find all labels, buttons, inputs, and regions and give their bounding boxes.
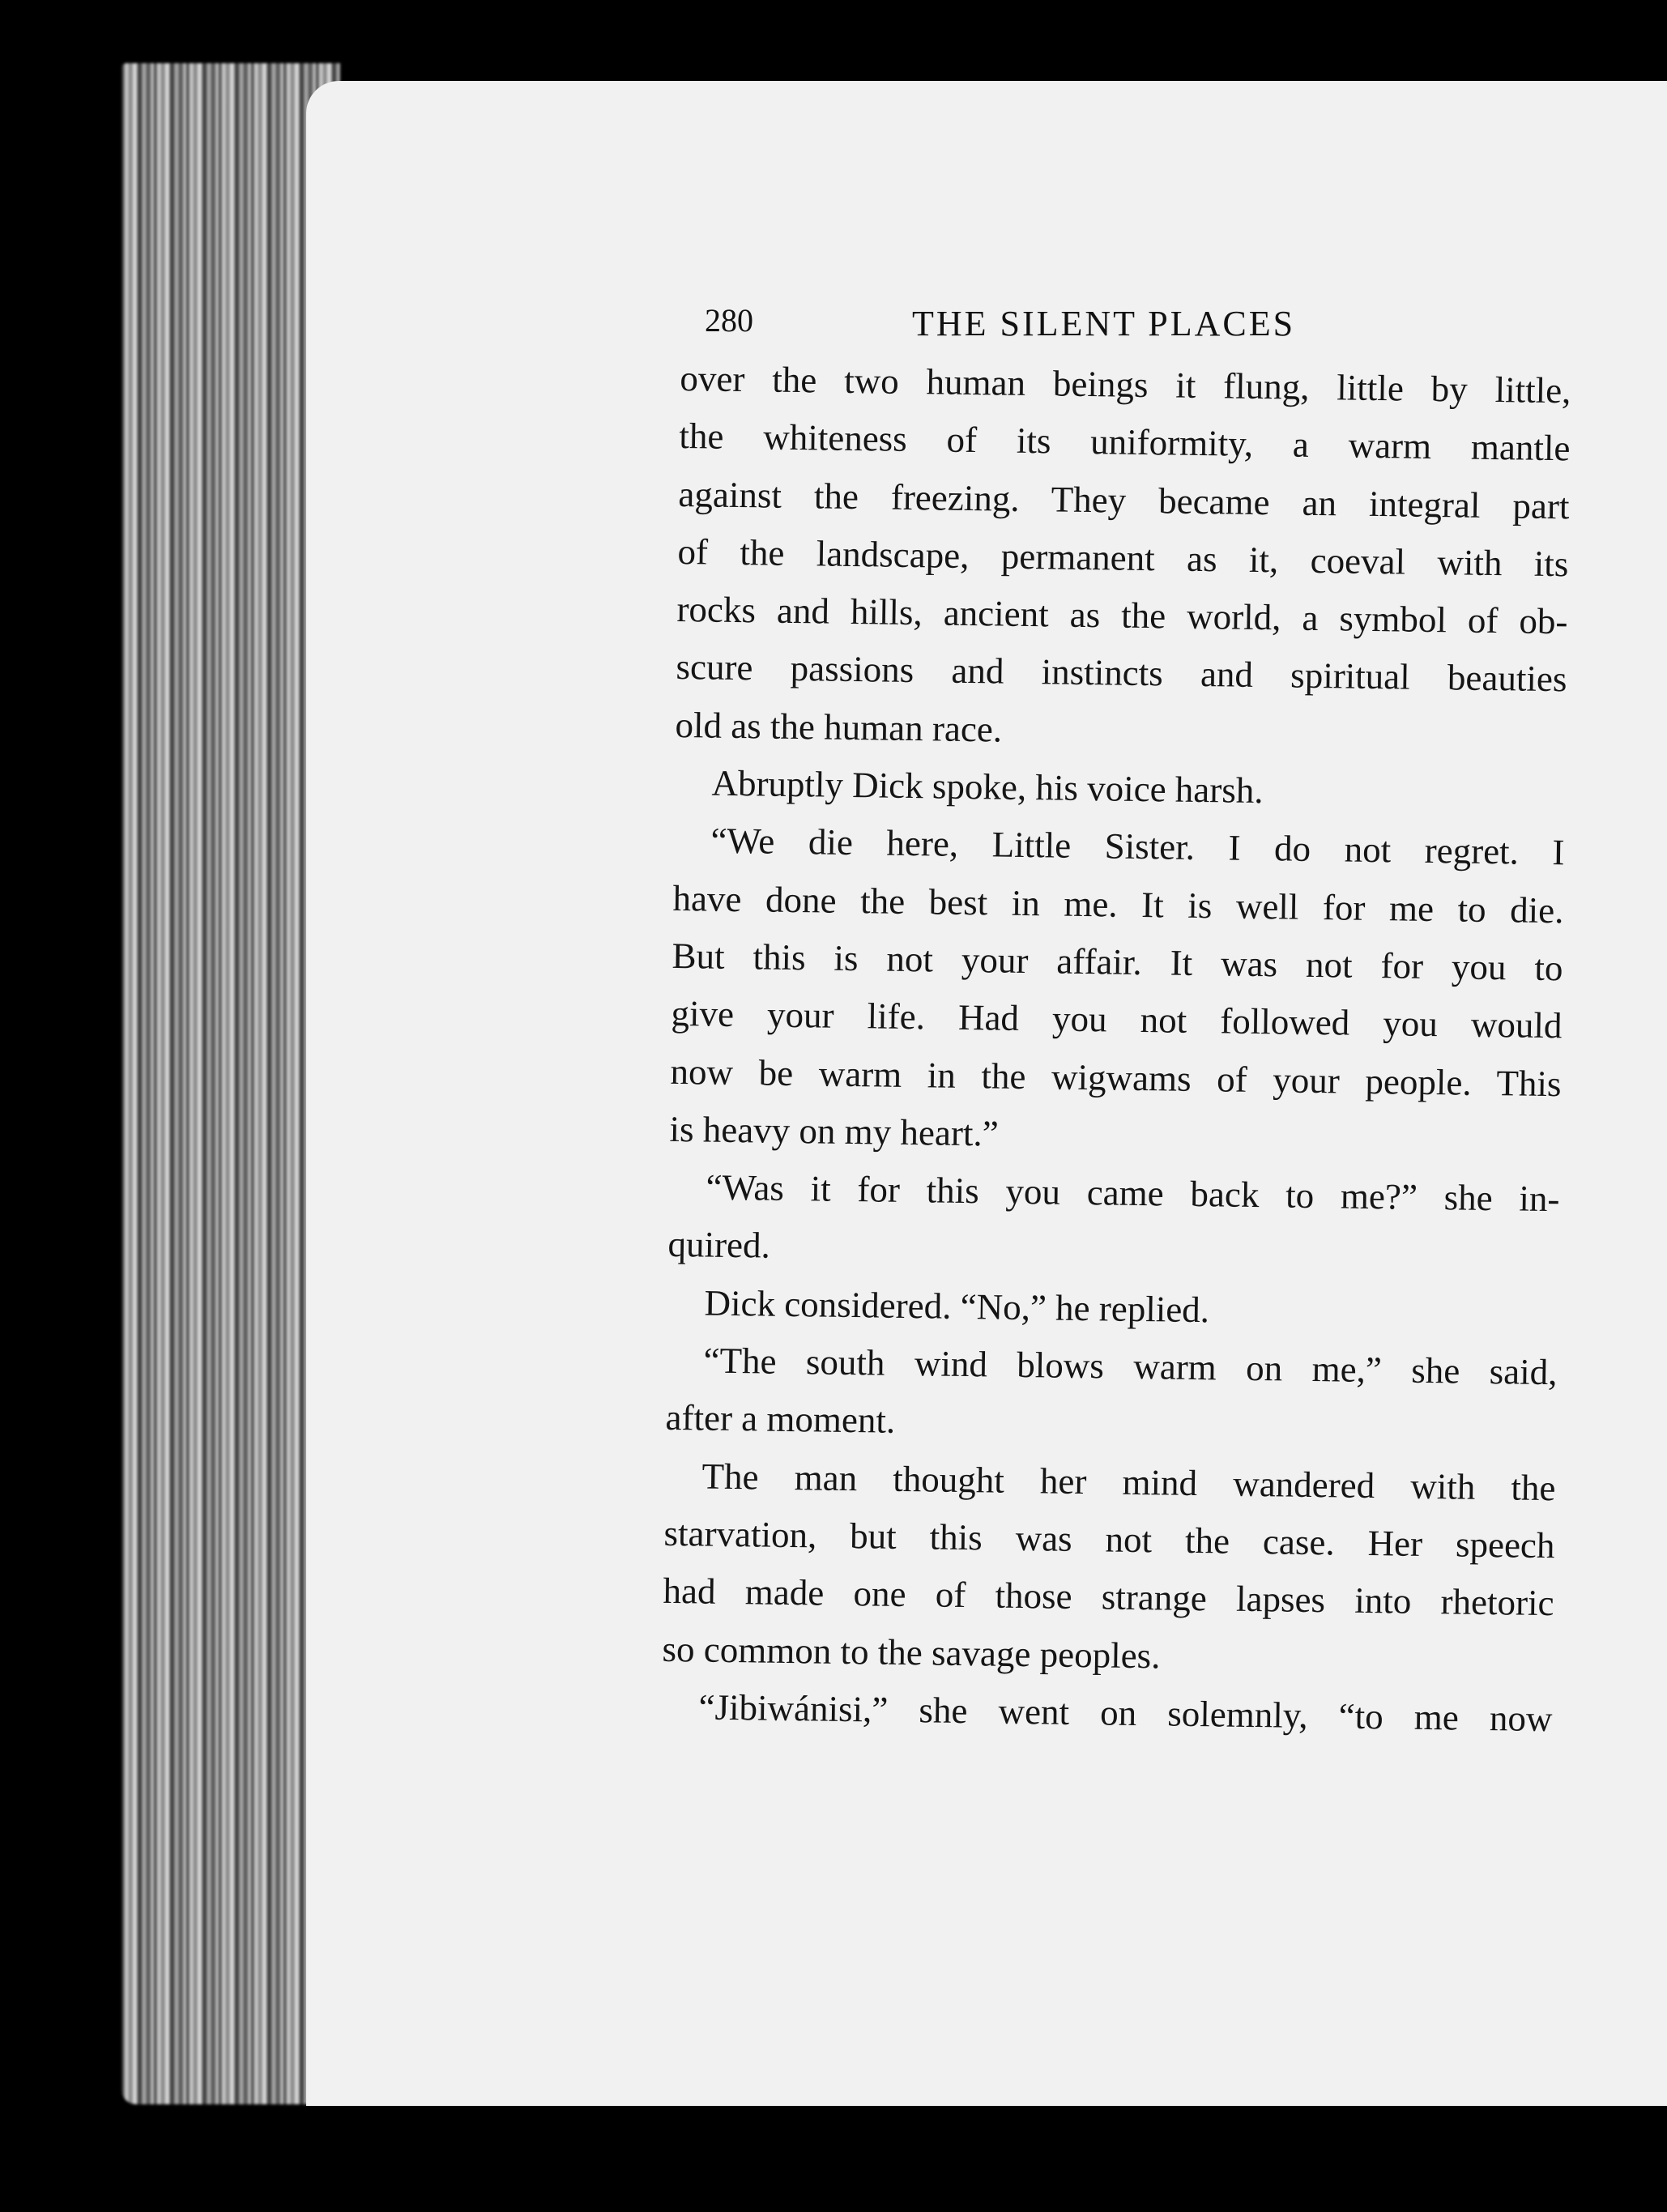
text-line: “We die here, Little Sister. I do not regret. I [710, 820, 1565, 873]
text-line: now be warm in the wigwams of your people. This [670, 1051, 1562, 1104]
text-line: so common to the savage peoples. [662, 1628, 1161, 1676]
text-line: quired. [667, 1224, 771, 1267]
text-line: “The south wind blows warm on me,” she said, [703, 1340, 1558, 1393]
text-line: starvation, but this was not the case. Her speech [663, 1512, 1555, 1566]
text-line: “Jibiwánisi,” she went on solemnly, “to me now [698, 1686, 1553, 1740]
text-line: of the landscape, permanent as it, coeval with its [677, 531, 1569, 585]
text-line: is heavy on my heart.” [669, 1108, 1000, 1154]
text-line: had made one of those strange lapses into rhetoric [663, 1571, 1554, 1624]
text-line: over the two human beings it flung, little by little, [680, 357, 1571, 411]
text-line: against the freezing. They became an integral part [678, 473, 1570, 526]
text-line: Dick considered. “No,” he replied. [704, 1282, 1210, 1330]
running-head: THE SILENT PLACES [912, 304, 1296, 343]
text-line: the whiteness of its uniformity, a warm mantle [679, 416, 1571, 469]
text-line: give your life. Had you not followed you would [671, 993, 1563, 1046]
text-line: have done the best in me. It is well for me to die. [672, 877, 1564, 931]
page-header [705, 301, 1580, 350]
text-line: Abruptly Dick spoke, his voice harsh. [711, 762, 1264, 812]
text-line: scure passions and instincts and spiritual beauties [676, 646, 1567, 700]
text-line: old as the human race. [675, 704, 1003, 750]
text-line: after a moment. [665, 1397, 896, 1442]
body-text [661, 350, 1571, 1748]
text-line: The man thought her mind wandered with the [701, 1455, 1556, 1508]
text-line: rocks and hills, ancient as the world, a symbol of ob- [676, 589, 1568, 642]
text-line: “Was it for this you came back to me?” she in- [706, 1166, 1560, 1220]
page-number: 280 [705, 302, 753, 339]
text-line: But this is not your affair. It was not for you to [671, 935, 1563, 989]
